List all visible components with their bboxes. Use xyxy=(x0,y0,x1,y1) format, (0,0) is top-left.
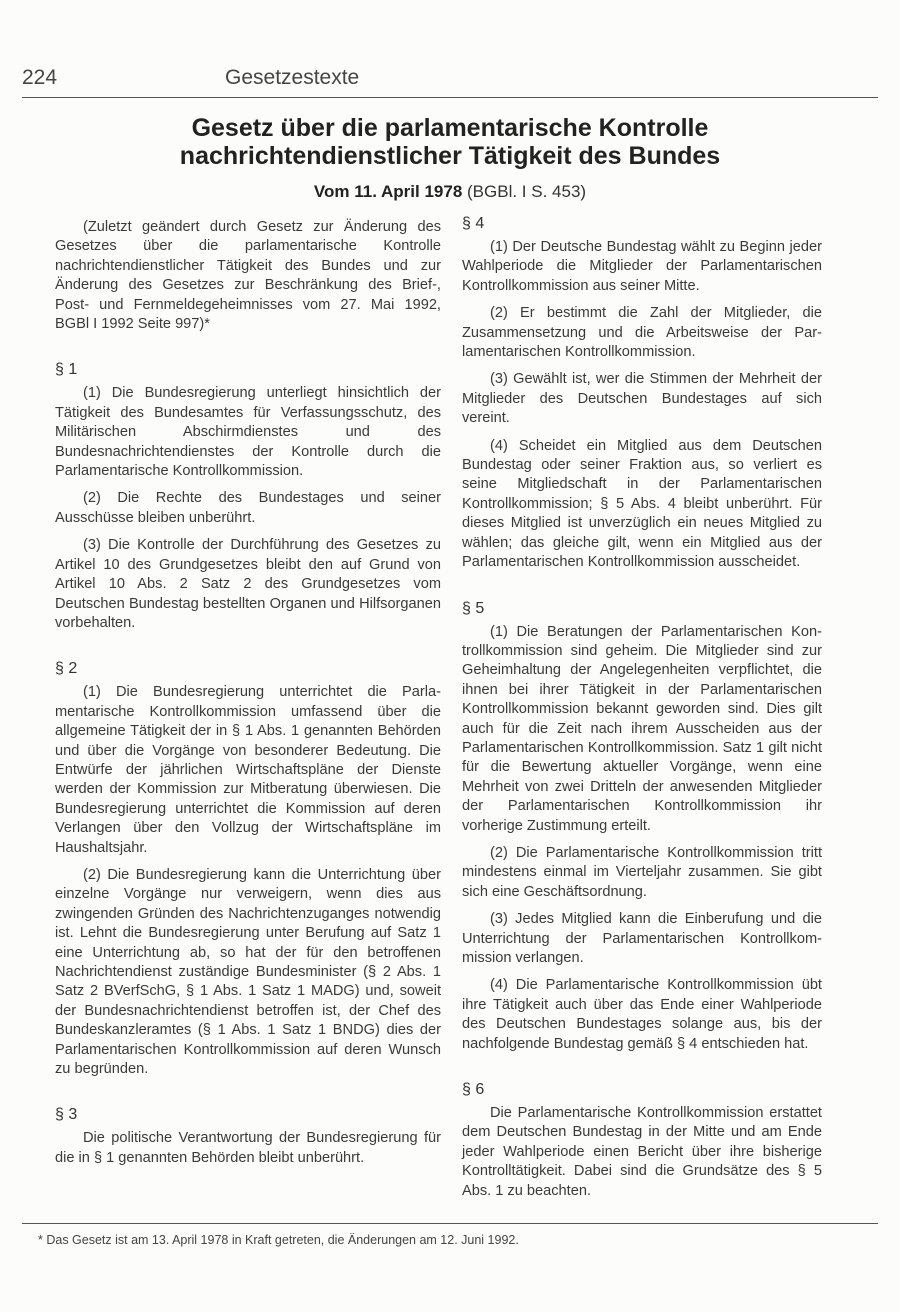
paragraph: (2) Die Bundesregierung kann die Unterrichtung über einzelne Vorgänge nur verweigern, wenn dies aus zwingenden Gründen des Nachrichtenzuganges notwendig ist. Lehnt die Bundesregierung unter Berufung auf Satz 1 eine Unterrichtung ab, so hat der für den betroffenen Nachrichtendienst zuständige Bundesminister (§ 2 Abs. 1 Satz 2 BVerfSchG, § 1 Abs. 1 Satz 1 MADG) und, soweit der Bundesnachrichtendienst betroffen ist, der Chef des Bundeskanzleramtes (§ 1 Abs. 1 Satz 1 BNDG) dies der Parlamentarischen Kontrollkommission auf deren Wunsch zu begründen. xyxy=(55,866,441,1078)
footnote-rule xyxy=(22,1223,878,1224)
law-title xyxy=(130,114,770,170)
section-heading: § 1 xyxy=(55,361,78,379)
section-heading: § 4 xyxy=(462,215,485,232)
body-columns xyxy=(0,215,900,1209)
header-rule xyxy=(22,97,878,98)
paragraph: (1) Die Beratungen der Parlamentarischen Kontrollkommission sind geheim. Die Mitglieder sind zur Geheimhaltung der Angelegenheiten verpflichtet, die ihnen bei ihrer Tätigkeit in der Parlamentarischen Kontrollkommission bekannt geworden sind. Dies gilt auch für die Zeit nach ihrem Ausscheiden aus der Parlamentarischen Kontrollkommission. Satz 1 gilt nicht für die Bewertung aktueller Vorgänge, wenn eine Mehrheit von zwei Dritteln der anwesenden Mitglieder der Parlamentarischen Kontrollkommission ihr vorherige Zustimmung erteilt. xyxy=(462,623,822,834)
paragraph: (1) Die Bundesregierung unterrichtet die Parlamentarische Kontrollkommission umfassend über die allgemeine Tätigkeit der in § 1 Abs. 1 genannten Behörden und über die Vorgänge von besonderer Bedeutung. Die Entwürfe der jährlichen Wirtschaftspläne der Dienste werden der Kommission zur Mitberatung überwiesen. Die Bundesregierung unterrichtet die Kommission auf deren Verlangen über den Vollzug der Wirtschaftspläne im Haushaltsjahr. xyxy=(55,684,441,856)
section-5 xyxy=(462,599,822,1055)
paragraph: (3) Die Kontrolle der Durchführung des Gesetzes zu Artikel 10 des Grundgesetzes bleibt den auf Grund von Artikel 10 Abs. 2 Satz 2 des Grundgesetzes vom Deutschen Bundestag bestellten Organen und Hilfsorganen vorbehalten. xyxy=(55,537,441,631)
law-date xyxy=(0,182,900,202)
section-heading: § 3 xyxy=(55,1106,78,1124)
intro xyxy=(55,218,441,334)
paragraph: (4) Die Parlamentarische Kontrollkommission übt ihre Tätigkeit auch über das Ende einer Wahlperiode des Deutschen Bundestages solange aus, bis der nachfolgende Bundestag gemäß § 4 entschieden hat. xyxy=(462,977,822,1052)
section-heading: § 2 xyxy=(55,660,78,678)
paragraph: (3) Jedes Mitglied kann die Einberufung und die Unterrichtung der Parlamentarischen Kontrollkommission verlangen. xyxy=(462,911,822,966)
paragraph: (2) Die Rechte des Bundestages und seiner Ausschüsse bleiben unberührt. xyxy=(55,490,441,526)
paragraph: (3) Gewählt ist, wer die Stimmen der Mehrheit der Mitglieder des Deutschen Bundestages auf sich vereint. xyxy=(462,371,822,427)
left-column xyxy=(55,218,441,1176)
paragraph: (2) Die Parlamentarische Kontrollkommission tritt mindestens einmal im Vierteljahr zusammen. Sie gibt sich eine Geschäftsordnung. xyxy=(462,844,822,900)
paragraph: (2) Er bestimmt die Zahl der Mitglieder, die Zusammensetzung und die Arbeitsweise der Parlamentarischen Kontrollkommission. xyxy=(462,305,822,361)
intro-text: (Zuletzt geändert durch Gesetz zur Änderung des Gesetzes über die parlamentarische Kontrolle nachrichtendienstlicher Tätigkeit des Bundes und zur Änderung des Gesetzes zur Beschränkung des Brief-, Post- und Fernmeldegeheimnisses vom 27. Mai 1992, BGBl I 1992 Seite 997)* xyxy=(55,219,441,333)
section-2 xyxy=(55,659,441,1079)
paragraph: Die Parlamentarische Kontrollkommission erstattet dem Deutschen Bundestag in der Mitte und am Ende jeder Wahlperiode einen Bericht über ihre bisherige Kontrolltätigkeit. Dabei sind die Grundsätze des § 5 Abs. 1 zu beachten. xyxy=(462,1105,822,1199)
footnote: * Das Gesetz ist am 13. April 1978 in Kraft getreten, die Änderungen am 12. Juni 1992. xyxy=(38,1233,519,1248)
running-header: Gesetzestexte xyxy=(225,66,360,89)
title-line-2: nachrichtendienstlicher Tätigkeit des Bundes xyxy=(179,142,721,170)
date-text: Vom 11. April 1978 xyxy=(313,182,463,201)
section-heading: § 6 xyxy=(462,1081,485,1099)
page-number: 224 xyxy=(22,66,58,89)
section-6 xyxy=(462,1080,822,1201)
source-citation: (BGBl. I S. 453) xyxy=(467,182,587,201)
paragraph: (1) Die Bundesregierung unterliegt hinsichtlich der Tätigkeit des Bundesamtes für Verfassungsschutz, des Militärischen Abschirmdienstes und des Bundesnachrichtendienstes der Kontrolle durch die Parlamentarische Kontrollkommission. xyxy=(55,385,441,480)
section-4 xyxy=(462,214,822,573)
paragraph: Die politische Verantwortung der Bundesregierung für die in § 1 genannten Behörden bleibt unberührt. xyxy=(55,1130,441,1166)
section-1 xyxy=(55,360,441,633)
paragraph: (4) Scheidet ein Mitglied aus dem Deutschen Bundestag oder seiner Fraktion aus, so verliert es seine Mitgliedschaft in der Parlamentarischen Kontrollkommission; § 5 Abs. 4 bleibt unberührt. Für dieses Mitglied ist unverzüglich ein neues Mitglied zu wählen; das gleiche gilt, wenn ein Mitglied aus der Parlamentarischen Kontrollkommission ausscheidet. xyxy=(462,437,822,571)
paragraph: (1) Der Deutsche Bundestag wählt zu Beginn jeder Wahlperiode die Mitglieder der Parlamentarischen Kontrollkommission aus seiner Mitte. xyxy=(462,239,822,294)
title-line-1: Gesetz über die parlamentarische Kontrolle xyxy=(191,114,709,142)
section-heading: § 5 xyxy=(462,599,485,617)
right-column xyxy=(462,214,822,1209)
section-3 xyxy=(55,1105,441,1168)
page-header xyxy=(22,66,878,97)
